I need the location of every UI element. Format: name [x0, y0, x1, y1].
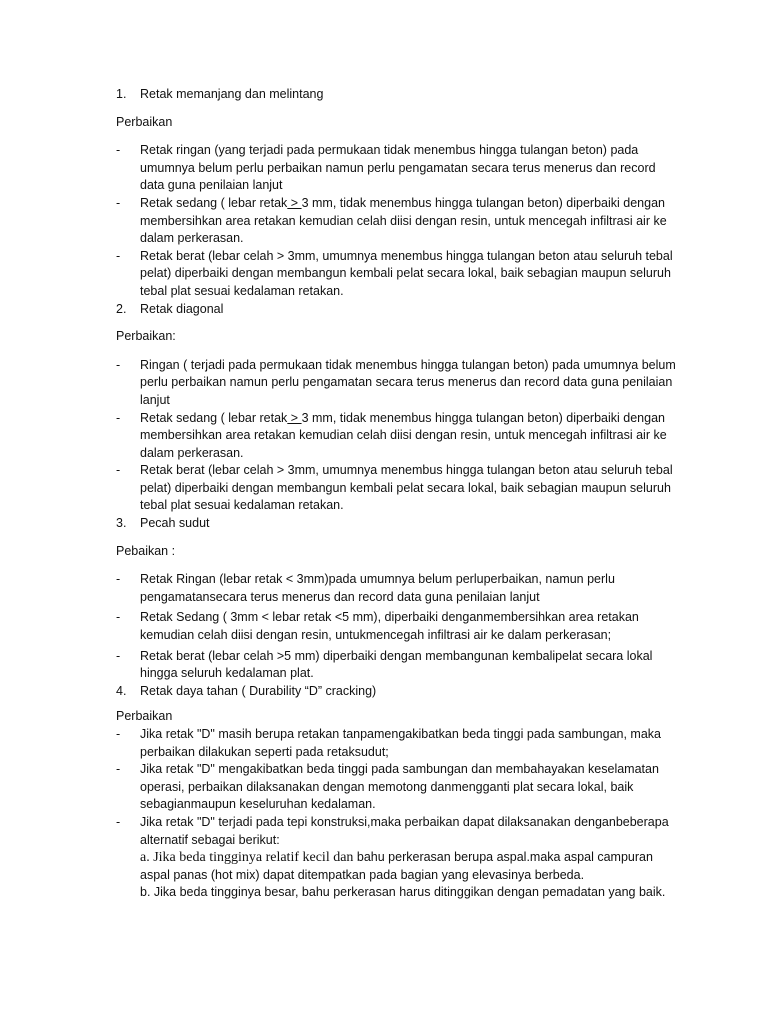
section-number: 3.: [116, 516, 127, 531]
section-3-title: [116, 515, 676, 533]
list-item: - Retak berat (lebar celah >5 mm) diperbaiki dengan membangunan kembalipelat secara lokal hingga seluruh kedalaman plat.: [116, 648, 653, 681]
list-item: - Retak berat (lebar celah > 3mm, umumnya menembus hingga tulangan beton atau seluruh tebal pelat) diperbaiki dengan membangun kembali pelat secara lokal, baik sebagian maupun seluruh tebal plat sesuai kedalaman retakan.: [116, 463, 673, 513]
list-item: - Retak sedang ( lebar retak > 3 mm, tidak menembus hingga tulangan beton) diperbaiki dengan membersihkan area retakan kemudian celah diisi dengan resin, untuk mencegah infiltrasi air ke dalam perkerasan.: [116, 410, 667, 460]
section-title: Pecah sudut: [140, 516, 210, 531]
list-item: - Retak Sedang ( 3mm < lebar retak <5 mm), diperbaiki denganmembersihkan area retakan kemudian celah diisi dengan resin, untukmencegah infiltrasi air ke dalam perkerasan;: [116, 610, 639, 643]
section-title: Retak daya tahan ( Durability “D” cracking): [140, 683, 377, 698]
sub-item-b: b. Jika beda tingginya besar, bahu perkerasan harus ditinggikan dengan pemadatan yang baik.: [140, 885, 666, 900]
sub-item-a: a. Jika beda tingginya relatif kecil dan bahu perkerasan berupa aspal.maka aspal campuran aspal panas (hot mix) dapat ditempatkan pada bagian yang elevasinya berbeda.: [140, 850, 653, 882]
section-2-list: [116, 357, 676, 515]
section-4-list: [116, 726, 676, 849]
section-4-title: [116, 683, 676, 701]
list-item: - Ringan ( terjadi pada permukaan tidak menembus hingga tulangan beton) pada umumnya belum perlu perbaikan namun perlu pengamatan secara terus menerus dan record data guna penilaian lanjut: [116, 357, 676, 407]
list-item: - Jika retak "D" masih berupa retakan tanpamengakibatkan beda tinggi pada sambungan, maka perbaikan dilakukan seperti pada retaksudut;: [116, 727, 662, 759]
section-3-heading: Pebaikan :: [116, 543, 176, 558]
underlined-gte-mark: >: [287, 410, 302, 425]
document-body: [116, 86, 676, 902]
section-3-list: [116, 571, 676, 683]
section-title: Retak diagonal: [140, 301, 224, 316]
section-1-list: [116, 142, 676, 300]
section-title: Retak memanjang dan melintang: [140, 87, 324, 101]
section-1-title: [116, 86, 676, 104]
list-item: - Retak ringan (yang terjadi pada permukaan tidak menembus hingga tulangan beton) pada umumnya belum perlu perbaikan namun perlu pengamatan secara terus menerus dan record data guna penilaian lanjut: [116, 143, 656, 193]
list-item: - Retak Ringan (lebar retak < 3mm)pada umumnya belum perluperbaikan, namun perlu pengamatansecara terus menerus dan record data guna penilaian lanjut: [116, 572, 615, 604]
list-item: - Jika retak "D" mengakibatkan beda tinggi pada sambungan dan membahayakan keselamatan operasi, perbaikan dilaksanakan dengan memotong danmengganti plat secara lokal, baik sebagianmaupun keseluruhan kedalaman.: [116, 762, 659, 812]
list-item: - Retak berat (lebar celah > 3mm, umumnya menembus hingga tulangan beton atau seluruh tebal pelat) diperbaiki dengan membangun kembali pelat secara lokal, baik sebagian maupun seluruh tebal plat sesuai kedalaman retakan.: [116, 248, 673, 298]
underlined-gte-mark: >: [287, 195, 302, 210]
list-item: - Jika retak "D" terjadi pada tepi konstruksi,maka perbaikan dapat dilaksanakan denganbeberapa alternatif sebagai berikut:: [116, 814, 669, 847]
section-number: 1.: [116, 87, 127, 101]
section-number: 2.: [116, 301, 127, 316]
section-4-heading: Perbaikan: [116, 709, 173, 724]
section-number: 4.: [116, 683, 127, 698]
section-1-heading: Perbaikan: [116, 114, 173, 129]
section-2-title: [116, 301, 676, 319]
section-2-heading: Perbaikan:: [116, 329, 176, 344]
list-item: - Retak sedang ( lebar retak > 3 mm, tidak menembus hingga tulangan beton) diperbaiki dengan membersihkan area retakan kemudian celah diisi dengan resin, untuk mencegah infiltrasi air ke dalam perkerasan.: [116, 195, 667, 246]
